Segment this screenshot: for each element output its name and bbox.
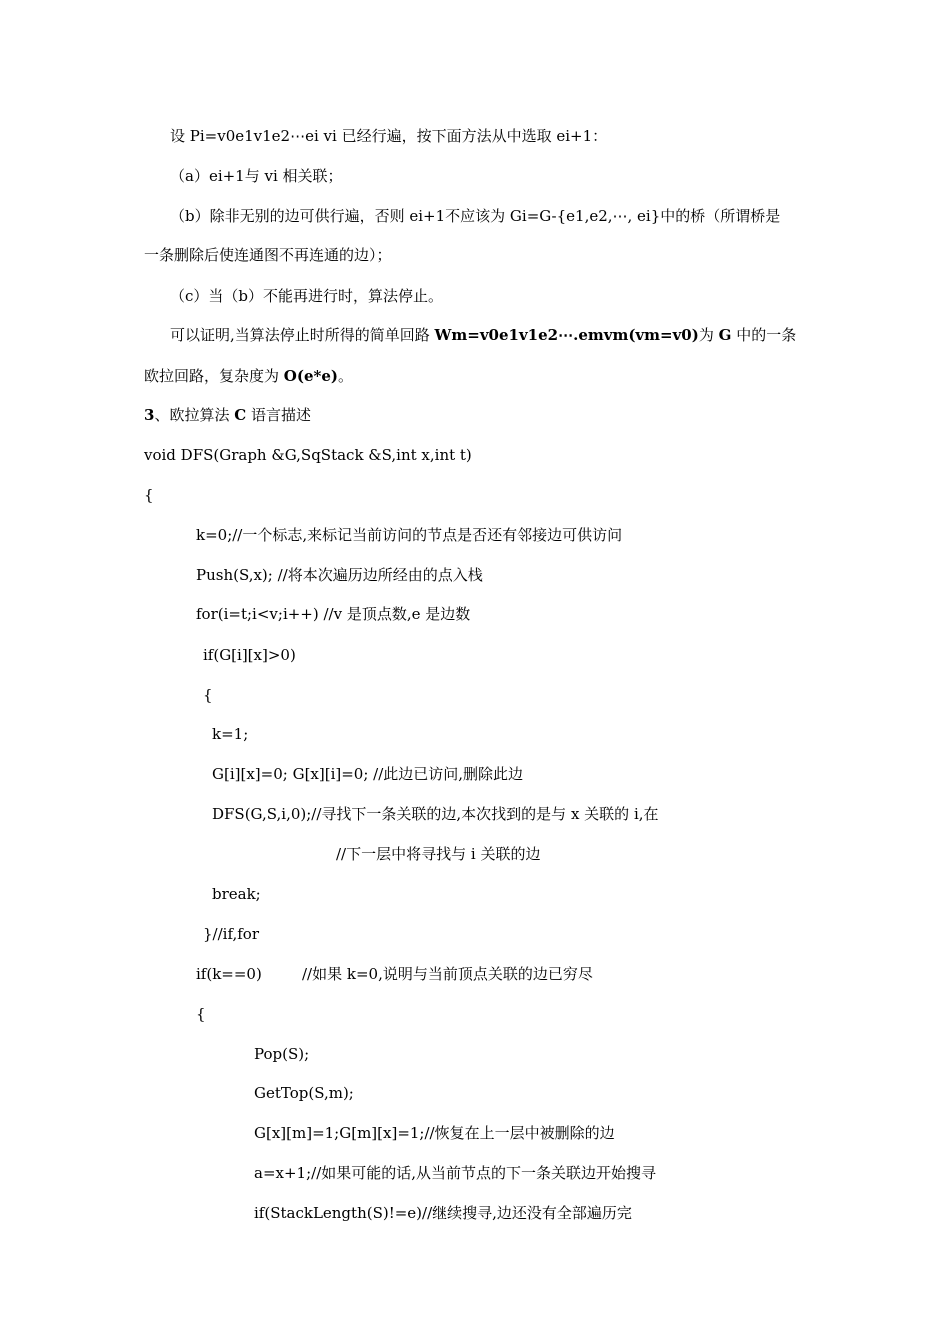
rule-b-line-1: （b）除非无别的边可供行遍，否则 ei+1不应该为 Gi=G-{e1,e2,⋯, ei}中的桥（所谓桥是: [170, 207, 781, 225]
proof-graph-symbol: G: [718, 326, 732, 344]
code-line: if(G[i][x]>0): [203, 646, 296, 664]
code-line: {: [203, 686, 213, 704]
proof-text-3: 中的一条: [731, 326, 797, 344]
code-line: Push(S,x); //将本次遍历边所经由的点入栈: [196, 566, 483, 584]
rule-a: （a）ei+1与 vi 相关联；: [170, 167, 343, 185]
rule-c: （c）当（b）不能再进行时，算法停止。: [170, 287, 444, 305]
code-line: if(k==0): [196, 965, 262, 983]
complexity-text: 欧拉回路，复杂度为: [144, 367, 284, 385]
proof-circuit-formula: Wm=v0e1v1e2⋯.emvm(vm=v0): [434, 326, 699, 344]
code-line: for(i=t;i<v;i++) //v 是顶点数,e 是边数: [196, 605, 471, 623]
section-heading: [144, 405, 311, 425]
complexity-sentence: [144, 366, 353, 386]
code-line: k=0;//一个标志,来标记当前访问的节点是否还有邻接边可供访问: [196, 526, 623, 544]
complexity-formula: O(e*e): [283, 367, 338, 385]
code-line: GetTop(S,m);: [254, 1084, 354, 1102]
section-number: 3: [144, 406, 155, 424]
code-line: a=x+1;//如果可能的话,从当前节点的下一条关联边开始搜寻: [254, 1164, 657, 1182]
code-line: //如果 k=0,说明与当前顶点关联的边已穷尽: [302, 965, 593, 983]
code-line: }//if,for: [203, 925, 259, 943]
proof-text-1: 可以证明,当算法停止时所得的简单回路: [170, 326, 435, 344]
code-line: {: [196, 1005, 206, 1023]
code-line: k=1;: [212, 725, 249, 743]
code-line: G[x][m]=1;G[m][x]=1;//恢复在上一层中被删除的边: [254, 1124, 615, 1142]
code-line: {: [144, 486, 154, 504]
proof-sentence: [170, 325, 796, 345]
paragraph-euler-step: 设 Pi=v0e1v1e2⋯ei vi 已经行遍，按下面方法从中选取 ei+1：: [170, 127, 608, 145]
code-line: break;: [212, 885, 261, 903]
code-line: DFS(G,S,i,0);//寻找下一条关联的边,本次找到的是与 x 关联的 i,在: [212, 805, 659, 823]
section-heading-c: C: [234, 406, 247, 424]
code-line: G[i][x]=0; G[x][i]=0; //此边已访问,删除此边: [212, 765, 524, 783]
rule-b-line-2: 一条删除后使连通图不再连通的边）；: [144, 246, 392, 264]
code-line: //下一层中将寻找与 i 关联的边: [336, 845, 541, 863]
section-heading-end: 语言描述: [246, 406, 311, 424]
code-line: void DFS(Graph &G,SqStack &S,int x,int t): [144, 446, 472, 464]
section-heading-text: 、欧拉算法: [154, 406, 235, 424]
code-line: Pop(S);: [254, 1045, 310, 1063]
code-line: if(StackLength(S)!=e)//继续搜寻,边还没有全部遍历完: [254, 1204, 632, 1222]
proof-text-2: 为: [698, 326, 719, 344]
complexity-end: 。: [337, 367, 353, 385]
